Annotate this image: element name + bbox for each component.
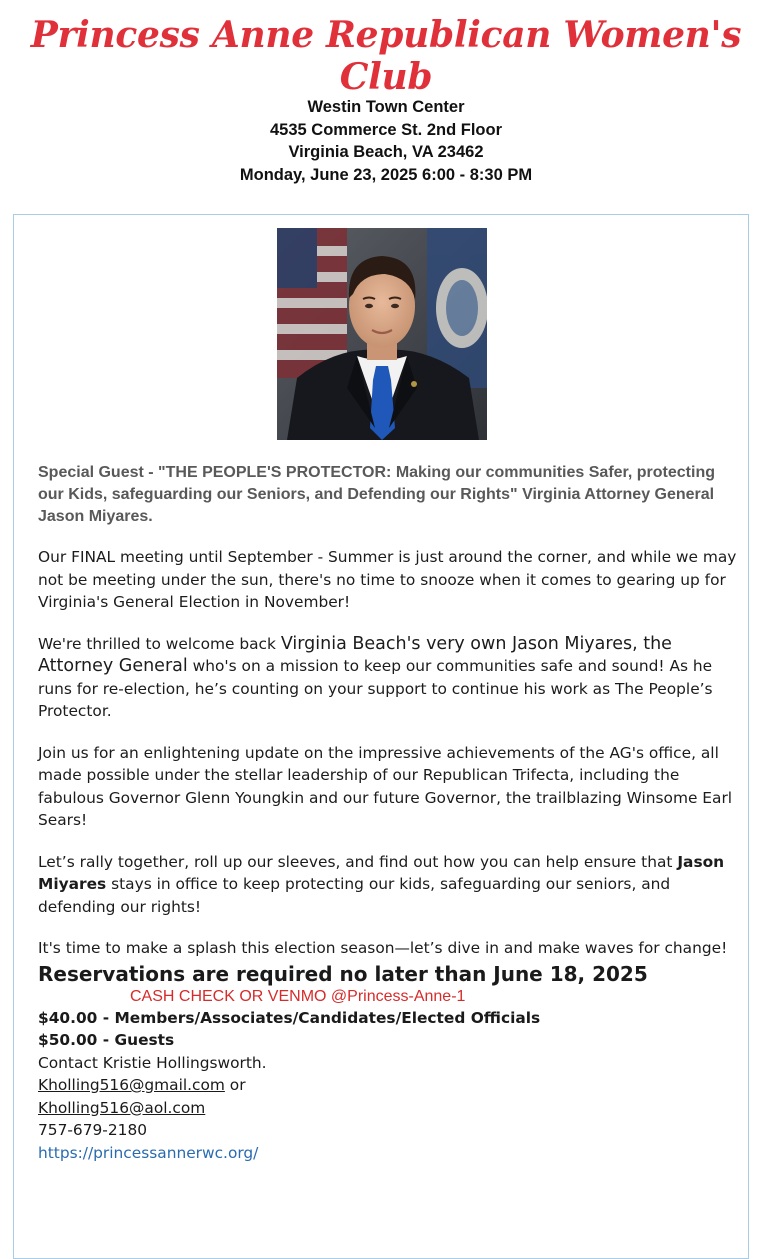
flyer-body [38,462,738,1164]
event-datetime: Monday, June 23, 2025 6:00 - 8:30 PM [239,165,533,184]
email-line-2 [38,1097,738,1120]
rally-intro: Let’s rally together, roll up our sleeves, and find out how you can help ensure that [38,852,678,871]
email-link-aol[interactable]: Kholling516@aol.com [38,1098,206,1117]
website-link[interactable]: https://princessannerwc.org/ [38,1143,259,1162]
guest-portrait [277,228,487,440]
email-or: or [224,1076,246,1094]
member-price: $40.00 - Members/Associates/Candidates/Elected Officials [38,1008,541,1027]
event-details [0,96,772,186]
venue-name: Westin Town Center [307,98,465,116]
email-line [38,1074,738,1097]
join-us-paragraph: Join us for an enlightening update on the impressive achievements of the AG's office, all made possible under the stellar leadership of our Republican Trifecta, including the fabulous Governor Glenn Youngkin and our future Governor, the trailblazing Winsome Earl Sears! [38,743,733,829]
club-title: Princess Anne Republican Women's Club [30,14,742,98]
guest-price: $50.00 - Guests [38,1031,175,1049]
email-link-gmail[interactable]: Kholling516@gmail.com [38,1076,225,1094]
splash-paragraph: It's time to make a splash this election season—let’s dive in and make waves for change! [38,939,728,957]
welcome-paragraph [38,633,738,723]
phone-number: 757-679-2180 [38,1121,148,1139]
special-guest-text: Special Guest - "THE PEOPLE'S PROTECTOR: Making our communities Safer, protecting our Kids, safeguarding our Seniors, and Defending our Rights" Virginia Attorney General Jason Miyares. [38,464,715,525]
welcome-rest: who's on a mission to keep our communities safe and sound! As he runs for re-election, he’s counting on your support to continue his work as The People’s Protector. [38,657,713,720]
rally-rest: stays in office to keep protecting our kids, safeguarding our seniors, and defending our rights! [38,875,671,916]
final-meeting-paragraph: Our FINAL meeting until September - Summer is just around the corner, and while we may not be meeting under the sun, there's no time to snooze when it comes to gearing up for Virginia's General Election in November! [38,548,737,611]
payment-methods: CASH CHECK OR VENMO @Princess-Anne-1 [130,987,466,1005]
welcome-highlight: Virginia Beach's very own Jason Miyares, the Attorney General [38,633,672,676]
reservation-deadline: Reservations are required no later than June 18, 2025 [38,961,648,986]
welcome-intro: We're thrilled to welcome back [38,634,281,653]
rally-paragraph [38,851,738,919]
venue-city: Virginia Beach, VA 23462 [288,143,484,161]
rally-name: Jason Miyares [38,852,725,893]
venue-address: 4535 Commerce St. 2nd Floor [270,120,502,139]
contact-name: Contact Kristie Hollingsworth. [38,1053,267,1072]
